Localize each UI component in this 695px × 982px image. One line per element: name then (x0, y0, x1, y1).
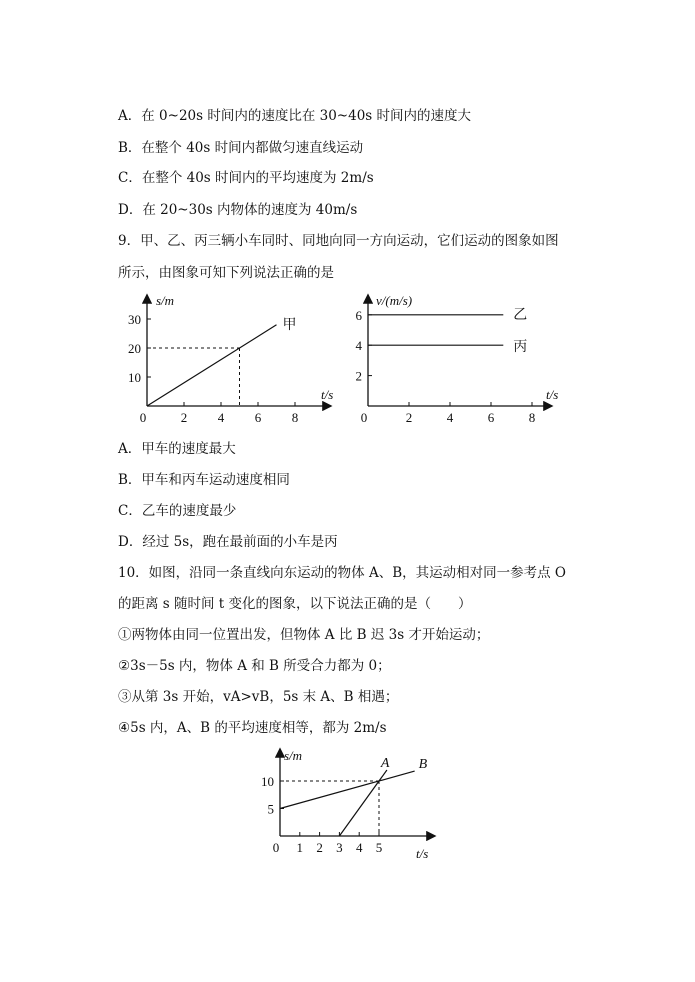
x-tick-label: 6 (487, 410, 495, 425)
q9-option-d: D．经过 5s，跑在最前面的小车是丙 (118, 534, 338, 550)
series-line-0 (339, 770, 387, 836)
x-tick-label: 4 (217, 410, 225, 425)
q9-stem-line2: 所示，由图象可知下列说法正确的是 (118, 265, 334, 281)
graph-yi-bing-v-t (346, 288, 576, 428)
y-tick-label: 4 (355, 338, 362, 354)
y-tick-label: 30 (128, 312, 141, 327)
x-tick-label: 4 (355, 840, 363, 855)
x-tick-label: 1 (296, 840, 304, 855)
x-tick-label: 0 (272, 840, 280, 855)
y-axis-label: v/(m/s) (376, 293, 413, 308)
y-axis-label: s/m (284, 748, 303, 763)
y-tick-label: 2 (355, 368, 362, 384)
y-axis-label: s/m (156, 293, 175, 308)
y-tick-label: 5 (267, 801, 274, 817)
y-tick-label: 20 (128, 341, 141, 356)
q9-option-b: B．甲车和丙车运动速度相同 (118, 472, 290, 488)
graph-ab-s-t (256, 744, 446, 869)
series-label-1: B (418, 757, 428, 773)
x-tick-label: 6 (254, 410, 262, 425)
q10-statement-2: ②3s－5s 内，物体 A 和 B 所受合力都为 0； (118, 658, 391, 674)
q8-option-d: D．在 20~30s 内物体的速度为 40m/s (118, 202, 358, 218)
x-tick-label: 5 (375, 840, 383, 855)
q10-statement-3: ③从第 3s 开始，vA>vB，5s 末 A、B 相遇； (118, 689, 399, 705)
q9-option-a: A．甲车的速度最大 (118, 441, 236, 457)
graph-jia-s-t (118, 288, 338, 428)
x-tick-label: 0 (139, 410, 147, 425)
series-line-1 (280, 771, 415, 808)
series-label-0: 甲 (282, 317, 297, 333)
series-label-0: A (380, 756, 390, 771)
x-tick-label: 3 (336, 840, 343, 855)
x-axis-label: t/s (546, 387, 559, 402)
q8-option-c: C．在整个 40s 时间内的平均速度为 2m/s (118, 170, 374, 186)
x-axis-label: t/s (321, 387, 334, 402)
series-label-0: 乙 (513, 307, 528, 323)
x-tick-label: 0 (360, 410, 368, 425)
y-tick-label: 6 (355, 307, 362, 323)
q9-stem-line1: 9．甲、乙、丙三辆小车同时、同地向同一方向运动，它们运动的图象如图 (118, 233, 559, 249)
x-tick-label: 8 (291, 410, 299, 425)
q8-option-b: B．在整个 40s 时间内都做匀速直线运动 (118, 140, 364, 156)
series-line-0 (147, 325, 277, 406)
q10-statement-1: ①两物体由同一位置出发，但物体 A 比 B 迟 3s 才开始运动； (118, 627, 490, 643)
y-tick-label: 10 (128, 370, 141, 385)
x-axis-label: t/s (416, 846, 429, 861)
x-tick-label: 8 (528, 410, 536, 425)
y-tick-label: 10 (261, 774, 274, 789)
q10-statement-4: ④5s 内，A、B 的平均速度相等，都为 2m/s (118, 720, 387, 736)
x-tick-label: 2 (405, 410, 413, 425)
x-tick-label: 4 (446, 410, 454, 425)
q10-stem-line1: 10．如图，沿同一条直线向东运动的物体 A、B，其运动相对同一参考点 O (118, 565, 566, 581)
q10-stem-line2: 的距离 s 随时间 t 变化的图象，以下说法正确的是（ ） (118, 596, 472, 612)
q9-option-c: C．乙车的速度最少 (118, 503, 237, 519)
q8-option-a: A．在 0~20s 时间内的速度比在 30~40s 时间内的速度大 (118, 108, 472, 124)
x-tick-label: 2 (180, 410, 188, 425)
x-tick-label: 2 (316, 840, 323, 855)
series-label-1: 丙 (513, 340, 528, 356)
